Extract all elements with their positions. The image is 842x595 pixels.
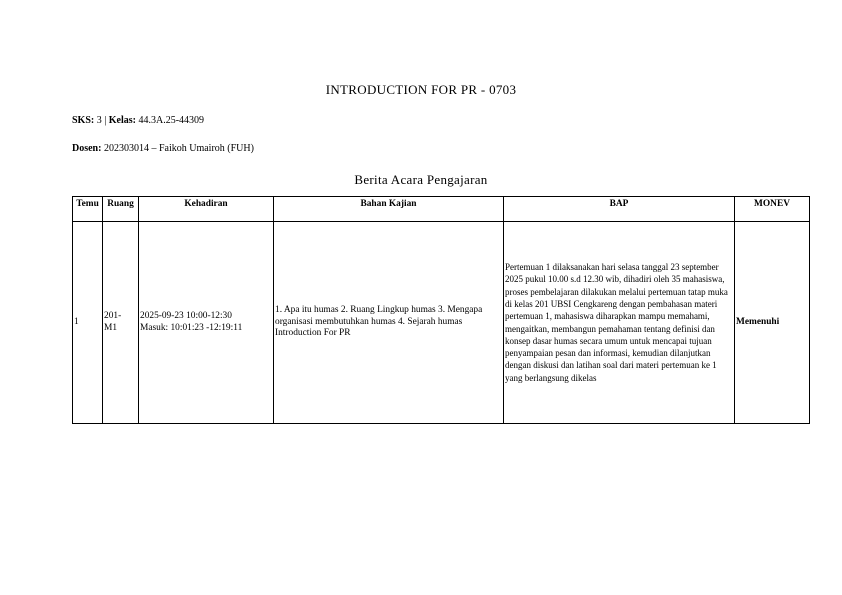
teaching-record-table	[72, 196, 810, 424]
kelas-value: 44.3A.25-44309	[135, 115, 205, 126]
table-header-row	[73, 197, 810, 222]
bahan-kajian-list: 1. Apa itu humas 2. Ruang Lingkup humas 3. Mengapa organisasi membutuhkan humas 4. Sejarah humas	[275, 304, 483, 327]
section-title: Berita Acara Pengajaran	[354, 172, 488, 187]
cell-bahan-kajian	[274, 222, 504, 424]
kehadiran-schedule: 2025-09-23 10:00-12:30	[140, 310, 232, 321]
bahan-kajian-topic: Introduction For PR	[275, 328, 351, 339]
lecturer-line	[72, 143, 254, 154]
dosen-label: Dosen:	[72, 143, 102, 154]
cell-monev: Memenuhi	[735, 222, 810, 424]
course-info-line	[72, 115, 204, 126]
cell-bap: Pertemuan 1 dilaksanakan hari selasa tanggal 23 september 2025 pukul 10.00 s.d 12.30 wib, dihadiri oleh 35 mahasiswa, proses pembelajaran dilakukan melalui pertemuan tatap muka di kelas 201 UBSI Cengkareng dengan pembahasan materi pertemuan 1, mahasiswa diharapkan mampu memahami, mengaitkan, membangun pemahaman tentang definisi dan konsep dasar humas secara umum untuk mencapai tujuan penyampaian pesan dan informasi, kemudian dilanjutkan dengan diskusi dan latihan soal dari materi pertemuan ke 1 yang berlangsung dikelas	[504, 222, 735, 424]
header-ruang: Ruang	[103, 197, 139, 222]
dosen-value: 202303014 – Faikoh Umairoh (FUH)	[101, 143, 254, 154]
cell-temu: 1	[73, 222, 103, 424]
sks-value: 3 |	[94, 115, 109, 126]
table-row	[73, 222, 810, 424]
header-temu: Temu	[73, 197, 103, 222]
kelas-label: Kelas:	[108, 115, 136, 126]
kehadiran-checkin: Masuk: 10:01:23 -12:19:11	[140, 322, 243, 333]
cell-ruang: 201- M1	[103, 222, 139, 424]
cell-kehadiran	[139, 222, 274, 424]
header-bahan-kajian: Bahan Kajian	[274, 197, 504, 222]
document-title: INTRODUCTION FOR PR - 0703	[325, 82, 517, 97]
header-monev: MONEV	[735, 197, 810, 222]
header-bap: BAP	[504, 197, 735, 222]
header-kehadiran: Kehadiran	[139, 197, 274, 222]
sks-label: SKS:	[72, 115, 95, 126]
